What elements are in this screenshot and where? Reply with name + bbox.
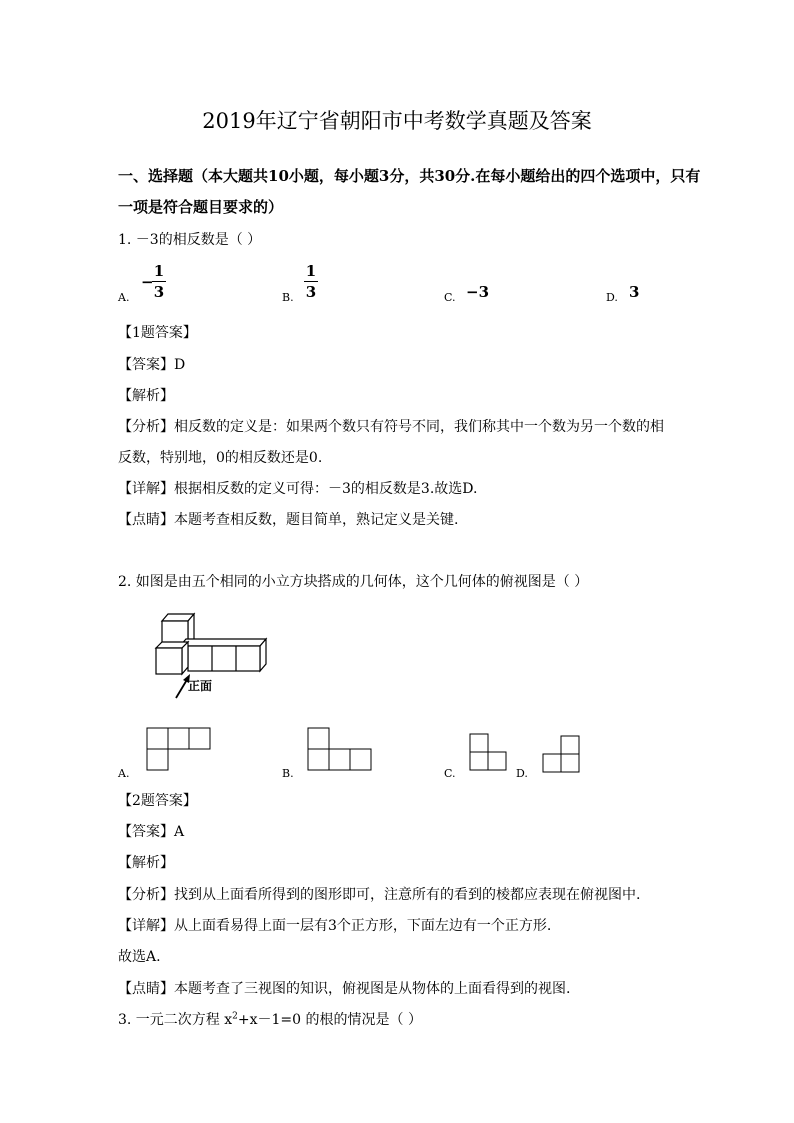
q1-stem: 1. －3的相反数是（ ） (118, 232, 262, 248)
q1-option-a-numerator: 1 (153, 262, 165, 280)
q1-answer: 【答案】D (118, 357, 186, 373)
q2-option-b-label: B. (282, 767, 294, 780)
q2-stem: 2. 如图是由五个相同的小立方块搭成的几何体，这个几何体的俯视图是（ ） (118, 574, 589, 590)
q2-option-b-figure (308, 728, 372, 772)
q3-stem (118, 1009, 422, 1029)
q2-comment: 【点睛】本题考查了三视图的知识，俯视图是从物体的上面看得到的视图. (118, 981, 571, 997)
q1-analysis-line1: 【分析】相反数的定义是：如果两个数只有符号不同，我们称其中一个数为另一个数的相 (118, 419, 664, 435)
q3-stem-post: +x－1=0 的根的情况是（ ） (237, 1012, 422, 1028)
q2-figure-label: 正面 (188, 679, 213, 693)
section-heading-line1: 一、选择题（本大题共10小题，每小题3分，共30分.在每小题给出的四个选项中，只有 (118, 167, 701, 185)
section-heading-line2: 一项是符合题目要求的） (118, 198, 284, 216)
q1-option-a-label: A. (118, 291, 130, 304)
q2-option-d-figure (543, 736, 583, 776)
q2-answer-heading: 【2题答案】 (118, 793, 197, 809)
q2-option-c-label: C. (444, 767, 456, 780)
q1-option-b-label: B. (282, 291, 294, 304)
page-title: 2019年辽宁省朝阳市中考数学真题及答案 (202, 109, 592, 133)
q1-answer-heading: 【1题答案】 (118, 325, 197, 341)
q1-analysis-line2: 反数，特别地，0的相反数还是0. (118, 450, 323, 466)
q1-analysis-title: 【解析】 (118, 388, 174, 404)
q2-analysis: 【分析】找到从上面看所得到的图形即可，注意所有的看到的棱都应表现在俯视图中. (118, 887, 641, 903)
q1-option-a-sign: − (141, 273, 154, 291)
q1-detail: 【详解】根据相反数的定义可得：－3的相反数是3.故选D. (118, 481, 478, 497)
q1-option-a-fraction (152, 262, 166, 301)
q2-option-d-label: D. (516, 767, 528, 780)
q1-option-c-value: −3 (466, 283, 490, 301)
q1-option-b-fraction (304, 262, 318, 301)
q3-stem-pre: 3. 一元二次方程 x (118, 1012, 233, 1028)
q2-analysis-title: 【解析】 (118, 855, 174, 871)
q1-option-d-value: 3 (629, 283, 640, 301)
q1-comment: 【点睛】本题考查相反数，题目简单，熟记定义是关键. (118, 512, 459, 528)
q1-option-c-label: C. (444, 291, 456, 304)
q1-option-b-numerator: 1 (305, 262, 317, 280)
q2-answer: 【答案】A (118, 824, 185, 840)
q2-option-c-figure (470, 734, 510, 774)
q2-option-a-figure (147, 728, 211, 772)
q2-detail: 【详解】从上面看易得上面一层有3个正方形，下面左边有一个正方形. (118, 918, 552, 934)
q1-option-a-denominator: 3 (153, 283, 165, 301)
q3-stem-exponent: 2 (232, 1011, 238, 1022)
q2-option-a-label: A. (118, 767, 130, 780)
q2-conclusion: 故选A. (118, 949, 161, 965)
q1-option-d-label: D. (606, 291, 618, 304)
q1-option-b-denominator: 3 (305, 283, 317, 301)
